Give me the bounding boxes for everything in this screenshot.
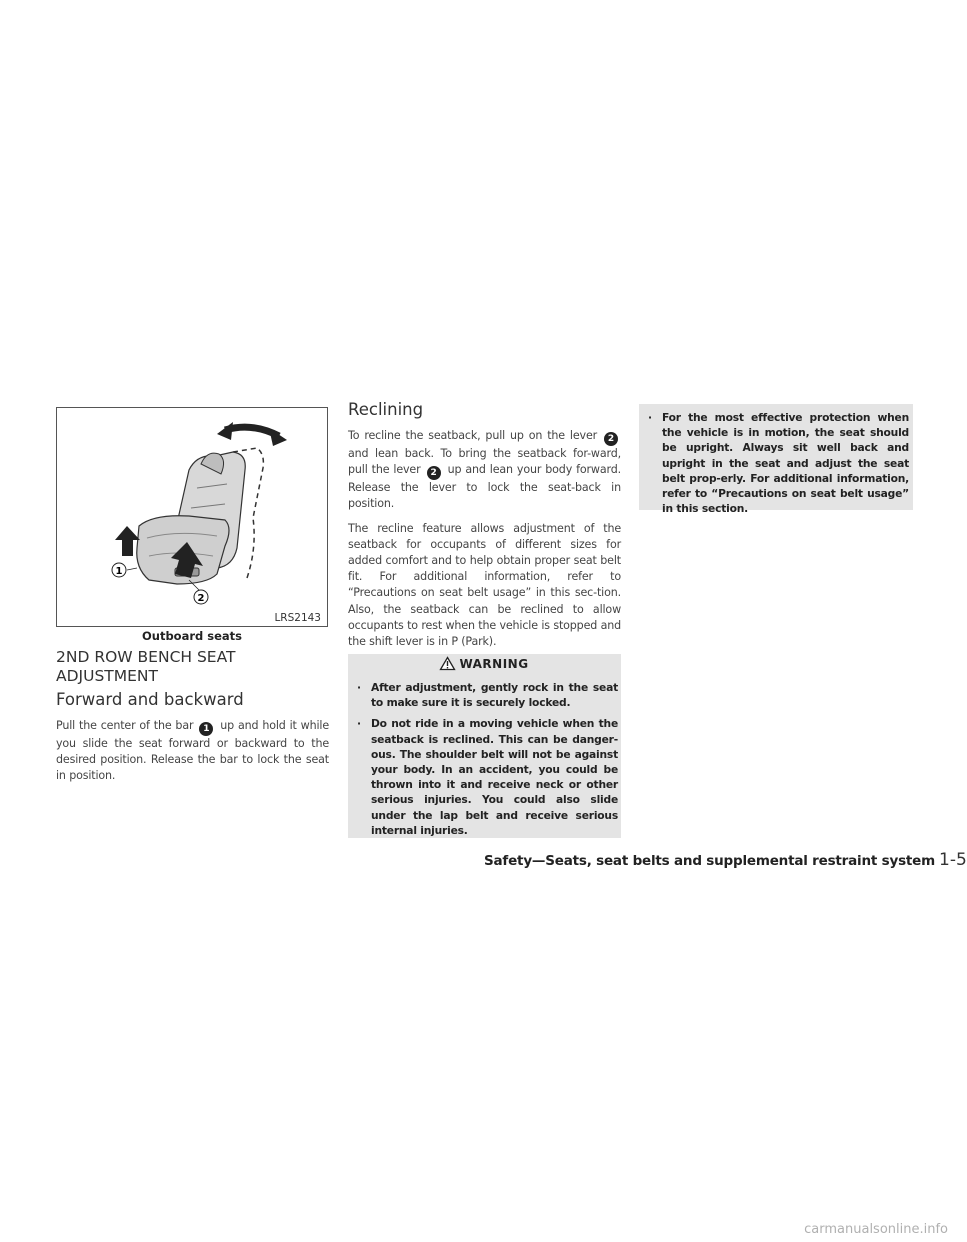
recline-p1-c: up and lean your body forward. Release the lever to lock the seat-back in position. xyxy=(348,463,621,511)
warning-icon xyxy=(440,657,455,670)
seat-illustration xyxy=(56,407,328,627)
figure-caption: Outboard seats xyxy=(141,629,242,643)
recline-arrow-head-right xyxy=(269,428,287,446)
fb-text-b: up and hold it while you slide the seat forward or backward to the desired position. Release the bar to lock the seat in position. xyxy=(56,719,329,783)
callout-1: 1 xyxy=(115,566,123,577)
warning-box xyxy=(348,654,621,838)
watermark: carmanualsonline.info xyxy=(804,1222,948,1237)
recline-p1-a: To recline the seatback, pull up on the lever xyxy=(348,429,598,442)
warning-item: · After adjustment, gently rock in the seat to make sure it is securely locked. xyxy=(354,680,618,710)
section-title: 2ND ROW BENCH SEAT ADJUSTMENT xyxy=(56,648,236,685)
reclining-paragraph-1 xyxy=(348,428,621,513)
callout-line-1 xyxy=(127,568,137,570)
note-list xyxy=(645,410,909,522)
recline-arrow-head-left xyxy=(217,422,233,440)
page-number: 1-5 xyxy=(939,850,967,870)
heading-forward-backward: Forward and backward xyxy=(56,690,244,709)
ref-marker-2b: 2 xyxy=(427,466,441,480)
reclining-paragraph-2: The recline feature allows adjustment of the seatback for occupants of different sizes for added comfort and to help obtain proper seat belt fit. For additional information, refer to “Precautions on seat belt usage” in this sec-tion. Also, the seatback can be reclined to allow occupants to rest when the vehicle is stopped and the shift lever is in P (Park). xyxy=(348,521,621,649)
page-footer xyxy=(484,850,967,870)
warning-heading xyxy=(348,657,621,671)
callout-2: 2 xyxy=(197,593,205,604)
forward-backward-text xyxy=(56,718,329,785)
ref-marker-2a: 2 xyxy=(604,432,618,446)
rear-seat-drawing xyxy=(57,408,329,628)
fb-text-a: Pull the center of the bar xyxy=(56,719,194,732)
warning-list xyxy=(354,680,618,844)
ref-marker-1: 1 xyxy=(199,722,213,736)
note-item: · For the most effective protection when the vehicle is in motion, the seat should be upright. Always sit well back and upright in the seat and adjust the seat belt prop-erly. For additional information, refer to “Precautions on seat belt usage” in this section. xyxy=(645,410,909,516)
warning-title: WARNING xyxy=(459,657,529,671)
footer-chapter-title: Safety—Seats, seat belts and supplemental restraint system xyxy=(484,853,935,869)
recline-p1-b: and lean back. To bring the seatback for-ward, pull the lever xyxy=(348,447,621,477)
heading-reclining: Reclining xyxy=(348,400,424,419)
figure-code: LRS2143 xyxy=(274,612,321,624)
note-box xyxy=(639,404,913,516)
warning-item: · Do not ride in a moving vehicle when the seatback is reclined. This can be danger-ous. The shoulder belt will not be against your body. In an accident, you could be thrown into it and receive neck or other serious injuries. You could also slide under the lap belt and receive serious internal injuries. xyxy=(354,716,618,838)
